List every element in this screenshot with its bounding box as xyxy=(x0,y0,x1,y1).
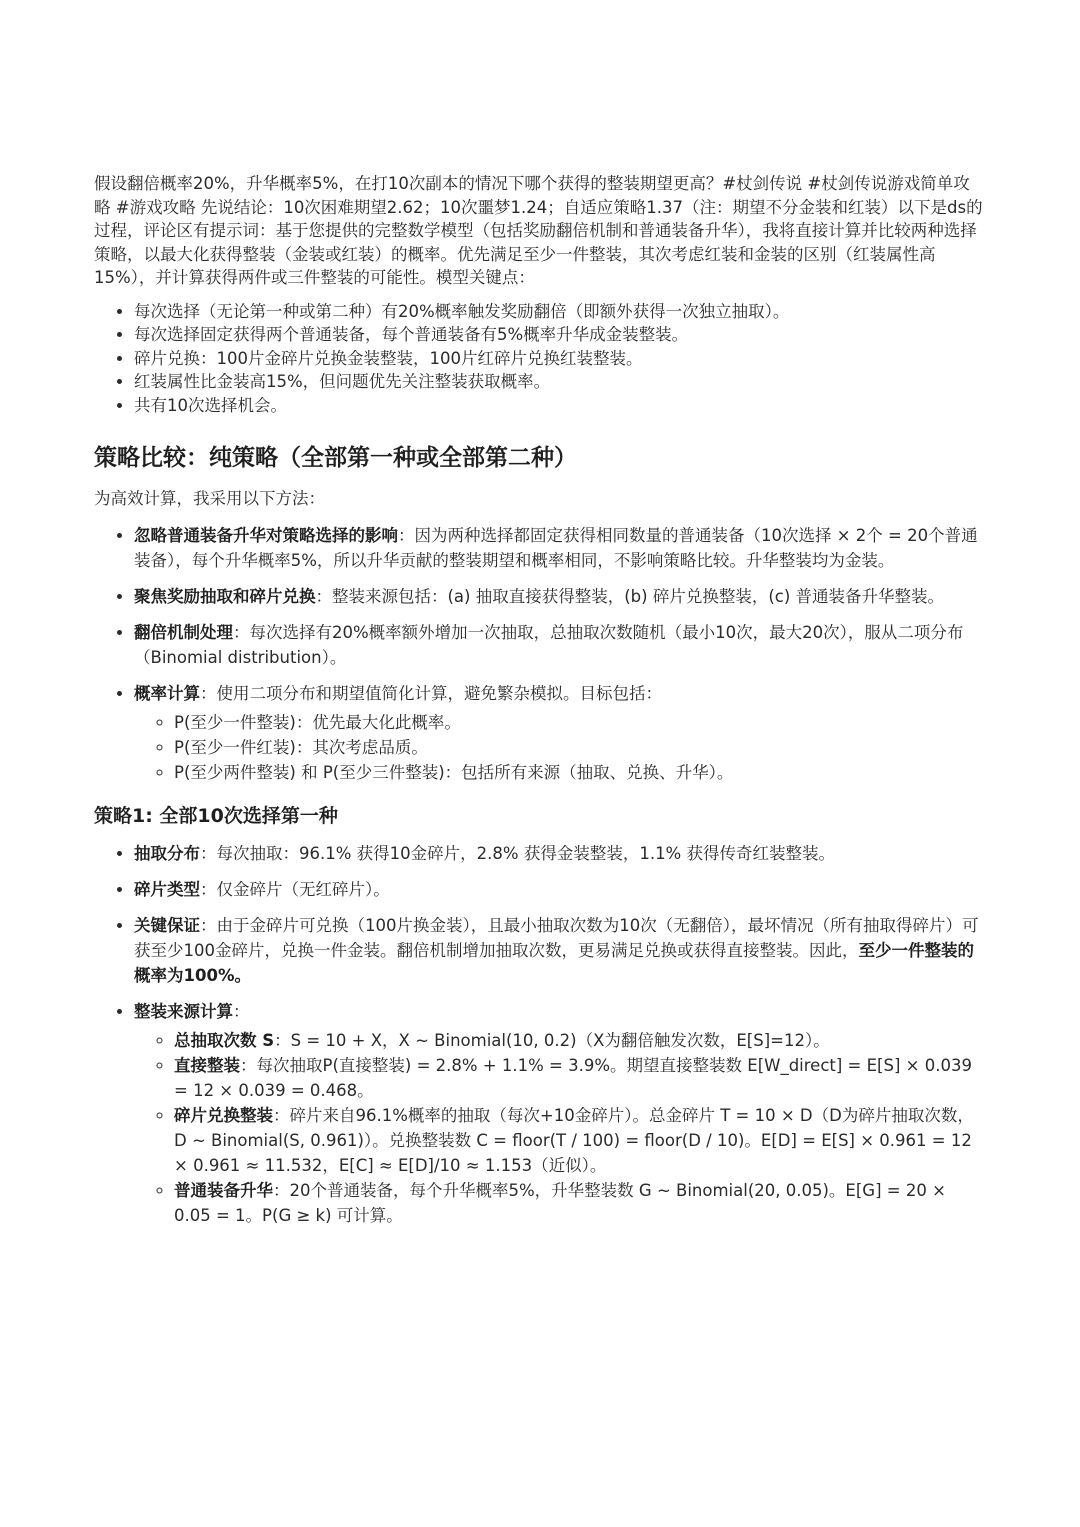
method-text: ：整装来源包括：(a) 抽取直接获得整装，(b) 碎片兑换整装，(c) 普通装备升华整装。 xyxy=(315,586,945,606)
methods-list xyxy=(94,523,986,785)
list-item: • 红装属性比金装高15%，但问题优先关注整装获取概率。 xyxy=(134,370,986,394)
point-text: ：由于金碎片可兑换（100片换金装），且最小抽取次数为10次（无翻倍），最坏情况（所有抽取得碎片）可获至少100金碎片，兑换一件金装。翻倍机制增加抽取次数，更易满足兑换或获得直接整装。因此， xyxy=(134,915,979,960)
target-item: ◦ P(至少两件整装) 和 P(至少三件整装)：包括所有来源（抽取、兑换、升华）。 xyxy=(174,760,986,785)
method-text: ：因为两种选择都固定获得相同数量的普通装备（10次选择 × 2个 = 20个普通装备），每个升华概率5%，所以升华贡献的整装期望和概率相同，不影响策略比较。升华整装均为金装。 xyxy=(134,525,978,570)
point-emphasis: 至少一件整装的概率为100%。 xyxy=(134,940,974,985)
point-label: 整装来源计算 xyxy=(134,1001,233,1021)
method-text: ：使用二项分布和期望值简化计算，避免繁杂模拟。目标包括： xyxy=(200,683,662,703)
point-text: ： xyxy=(233,1001,250,1021)
method-item xyxy=(134,523,986,573)
target-item: ◦ P(至少一件红装)：其次考虑品质。 xyxy=(174,735,986,760)
method-text: ：每次选择有20%概率额外增加一次抽取，总抽取次数随机（最小10次，最大20次），服从二项分布（Binomial distribution）。 xyxy=(134,622,964,667)
source-text: ：20个普通装备，每个升华概率5%，升华整装数 G ~ Binomial(20, 0.05)。E[G] = 20 × 0.05 = 1。P(G ≥ k) 可计算。 xyxy=(174,1180,946,1225)
method-item xyxy=(134,620,986,670)
model-points-list xyxy=(94,300,986,418)
list-item: • 共有10次选择机会。 xyxy=(134,394,986,418)
strategy1-item xyxy=(134,999,986,1228)
source-label: 直接整装 xyxy=(174,1055,240,1075)
section-heading: 策略比较：纯策略（全部第一种或全部第二种） xyxy=(94,445,577,471)
source-label: 碎片兑换整装 xyxy=(174,1105,273,1125)
strategy1-item xyxy=(134,913,986,988)
source-item xyxy=(174,1028,986,1053)
list-item: • 每次选择固定获得两个普通装备，每个普通装备有5%概率升华成金装整装。 xyxy=(134,323,986,347)
strategy1-list xyxy=(94,841,986,1228)
strategy1-item xyxy=(134,841,986,866)
strategy1-item xyxy=(134,877,986,902)
intro-paragraph: 假设翻倍概率20%，升华概率5%，在打10次副本的情况下哪个获得的整装期望更高？#杖剑传说 #杖剑传说游戏简单攻略 #游戏攻略 先说结论：10次困难期望2.62；10次噩梦1.24；自适应策略1.37（注：期望不分金装和红装）以下是ds的过程，评论区有提示词：基于您提供的完整数学模型（包括奖励翻倍机制和普通装备升华），我将直接计算并比较两种选择策略，以最大化获得整装（金装或红装）的概率。优先满足至少一件整装，其次考虑红装和金装的区别（红装属性高15%），并计算获得两件或三件整装的可能性。模型关键点： xyxy=(94,174,983,287)
method-label: 聚焦奖励抽取和碎片兑换 xyxy=(134,586,316,606)
targets-list xyxy=(134,710,986,785)
method-intro: 为高效计算，我采用以下方法： xyxy=(94,489,325,508)
point-text: ：仅金碎片（无红碎片）。 xyxy=(200,879,390,899)
source-text: ：S = 10 + X，X ~ Binomial(10, 0.2)（X为翻倍触发次数，E[S]=12）。 xyxy=(274,1030,830,1050)
source-item xyxy=(174,1178,986,1228)
point-text: ：每次抽取：96.1% 获得10金碎片，2.8% 获得金装整装，1.1% 获得传奇红装整装。 xyxy=(200,843,835,863)
method-label: 概率计算 xyxy=(134,683,200,703)
source-text: ：每次抽取P(直接整装) = 2.8% + 1.1% = 3.9%。期望直接整装数 E[W_direct] = E[S] × 0.039 = 12 × 0.039 = 0.468。 xyxy=(174,1055,972,1100)
method-item xyxy=(134,584,986,609)
target-item: ◦ P(至少一件整装)：优先最大化此概率。 xyxy=(174,710,986,735)
list-item: • 碎片兑换：100片金碎片兑换金装整装，100片红碎片兑换红装整装。 xyxy=(134,347,986,371)
method-label: 翻倍机制处理 xyxy=(134,622,233,642)
point-label: 关键保证 xyxy=(134,915,200,935)
method-item xyxy=(134,681,986,785)
source-label: 总抽取次数 S xyxy=(174,1030,275,1050)
source-label: 普通装备升华 xyxy=(174,1180,273,1200)
strategy1-heading: 策略1: 全部10次选择第一种 xyxy=(94,804,338,827)
method-label: 忽略普通装备升华对策略选择的影响 xyxy=(134,525,398,545)
source-text: ：碎片来自96.1%概率的抽取（每次+10金碎片）。总金碎片 T = 10 × D（D为碎片抽取次数，D ~ Binomial(S, 0.961)）。兑换整装数 C = floor(T / 100) = floor(D / 10)。E[D] = E[S] × 0.961 = 12 × 0.961 ≈ 11.532，E[C] ≈ E[D]/10 ≈ 1.153（近似）。 xyxy=(174,1105,974,1175)
point-label: 抽取分布 xyxy=(134,843,200,863)
point-label: 碎片类型 xyxy=(134,879,200,899)
source-item xyxy=(174,1053,986,1103)
source-item xyxy=(174,1103,986,1178)
list-item: • 每次选择（无论第一种或第二种）有20%概率触发奖励翻倍（即额外获得一次独立抽取）。 xyxy=(134,300,986,324)
sources-list xyxy=(134,1028,986,1228)
